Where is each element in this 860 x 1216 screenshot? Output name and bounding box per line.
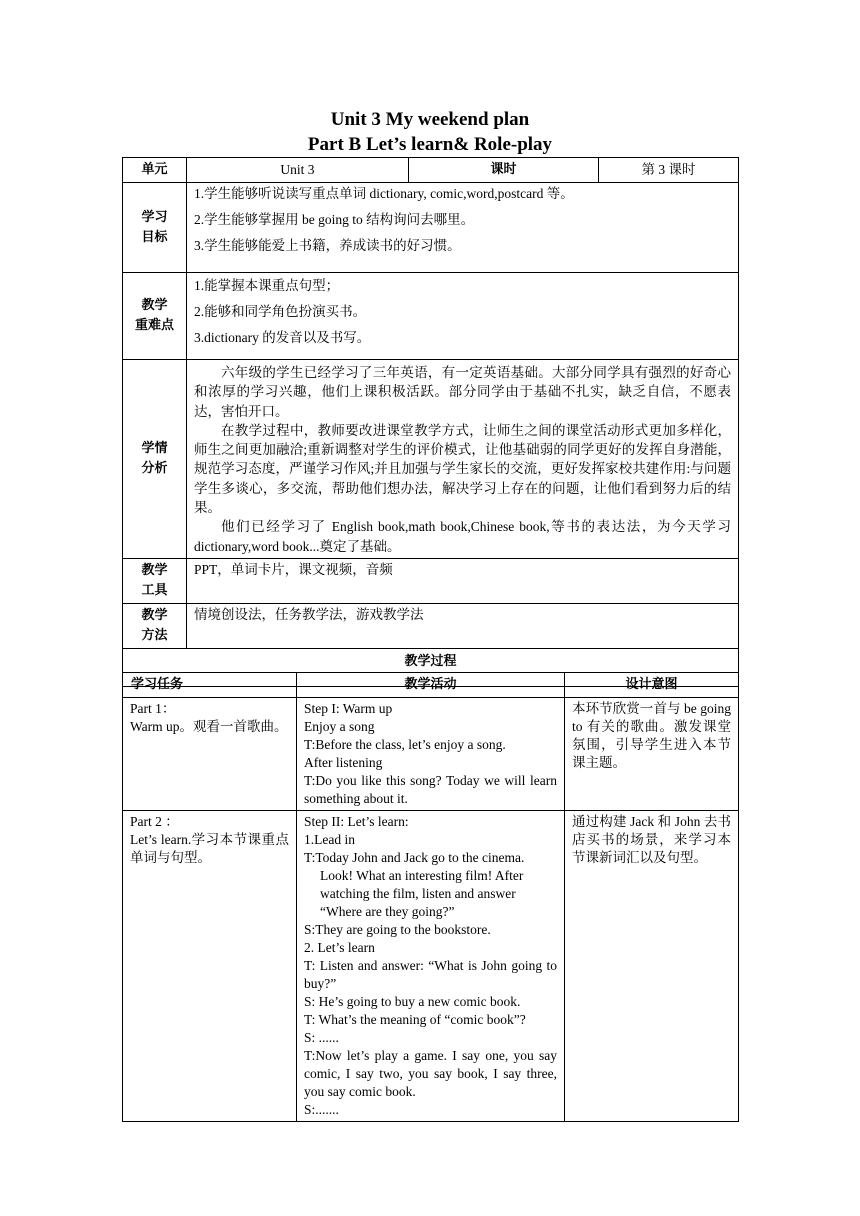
analysis-content bbox=[187, 360, 739, 559]
table-row bbox=[123, 698, 739, 811]
objective-item: 1.学生能够听说读写重点单词 dictionary, comic,word,postcard 等。 bbox=[194, 186, 574, 201]
process-table bbox=[122, 672, 739, 1122]
lesson-info-table bbox=[122, 157, 739, 687]
intent-cell: 本环节欣赏一首与 be going to 有关的歌曲。激发课堂氛围，引导学生进入本节课主题。 bbox=[565, 698, 739, 811]
task-desc: Warm up。观看一首歌曲。 bbox=[130, 719, 288, 734]
task-desc: Let’s learn.学习本节课重点单词与句型。 bbox=[130, 832, 289, 865]
objectives-label: 学习 目标 bbox=[123, 183, 187, 273]
table-row bbox=[123, 811, 739, 1122]
keypoints-content bbox=[187, 273, 739, 360]
analysis-paragraph: 他们已经学习了 English book,math book,Chinese book,等书的表达法，为今天学习 dictionary,word book...奠定了基础。 bbox=[194, 519, 731, 554]
col-intent-header: 设计意图 bbox=[565, 673, 739, 698]
objectives-content bbox=[187, 183, 739, 273]
col-task-header: 学习任务 bbox=[123, 673, 297, 698]
period-value: 第 3 课时 bbox=[599, 158, 739, 183]
objective-item: 3.学生能够能爱上书籍，养成读书的好习惯。 bbox=[194, 238, 461, 253]
task-cell bbox=[123, 698, 297, 811]
task-cell bbox=[123, 811, 297, 1122]
doc-subtitle: Part B Let’s learn& Role-play bbox=[307, 134, 553, 155]
keypoints-label: 教学 重难点 bbox=[123, 273, 187, 360]
activity-cell: Step I: Warm up Enjoy a song T:Before the class, let’s enjoy a song. After listening T:Do you like this song? Today we will learn something about it. bbox=[297, 698, 565, 811]
process-heading: 教学过程 bbox=[123, 648, 739, 686]
tools-content: PPT，单词卡片，课文视频，音频 bbox=[187, 558, 739, 603]
task-title: Part 2 ： bbox=[130, 814, 179, 829]
col-activity-header: 教学活动 bbox=[297, 673, 565, 698]
activity-cell: Step II: Let’s learn: 1.Lead in T:Today John and Jack go to the cinema. Look! What an interesting film! After watching the film, listen and answer “Where are they going?” S:They are going to the bookstore. 2. Let’s learn T: Listen and answer: “What is John going to buy?” S: He’s going to buy a new comic book. T: What’s the meaning of “comic book”? S: ...... T:Now let’s play a game. I say one, you say comic, I say two, you say book, I say three, you say comic book. S:....... bbox=[297, 811, 565, 1122]
task-title: Part 1： bbox=[130, 701, 176, 716]
analysis-label: 学情 分析 bbox=[123, 360, 187, 559]
objective-item: 2.学生能够掌握用 be going to 结构询问去哪里。 bbox=[194, 212, 475, 227]
analysis-paragraph: 在教学过程中，教师要改进课堂教学方式，让师生之间的课堂活动形式更加多样化，师生之间更加融洽;重新调整对学生的评价模式，让他基础弱的同学更好的发挥自身潜能，规范学习态度，严谨学习作风;并且加强与学生家长的交流，更好发挥家校共建作用:与问题学生多谈心，多交流，帮助他们想办法，解决学习上存在的问题，让他们看到努力后的结果。 bbox=[194, 422, 731, 516]
unit-label: 单元 bbox=[123, 158, 187, 183]
methods-content: 情境创设法，任务教学法，游戏教学法 bbox=[187, 603, 739, 648]
keypoint-item: 3.dictionary 的发音以及书写。 bbox=[194, 330, 371, 345]
analysis-paragraph: 六年级的学生已经学习了三年英语，有一定英语基础。大部分同学具有强烈的好奇心和浓厚的学习兴趣，他们上课积极活跃。部分同学由于基础不扎实，缺乏自信，不愿表达，害怕开口。 bbox=[194, 365, 731, 419]
tools-label: 教学 工具 bbox=[123, 558, 187, 603]
keypoint-item: 1.能掌握本课重点句型； bbox=[194, 278, 340, 293]
doc-title: Unit 3 My weekend plan bbox=[330, 109, 530, 130]
period-label: 课时 bbox=[409, 158, 599, 183]
methods-label: 教学 方法 bbox=[123, 603, 187, 648]
keypoint-item: 2.能够和同学角色扮演买书。 bbox=[194, 304, 367, 319]
unit-value: Unit 3 bbox=[187, 158, 409, 183]
intent-cell: 通过构建 Jack 和 John 去书店买书的场景，来学习本节课新词汇以及句型。 bbox=[565, 811, 739, 1122]
